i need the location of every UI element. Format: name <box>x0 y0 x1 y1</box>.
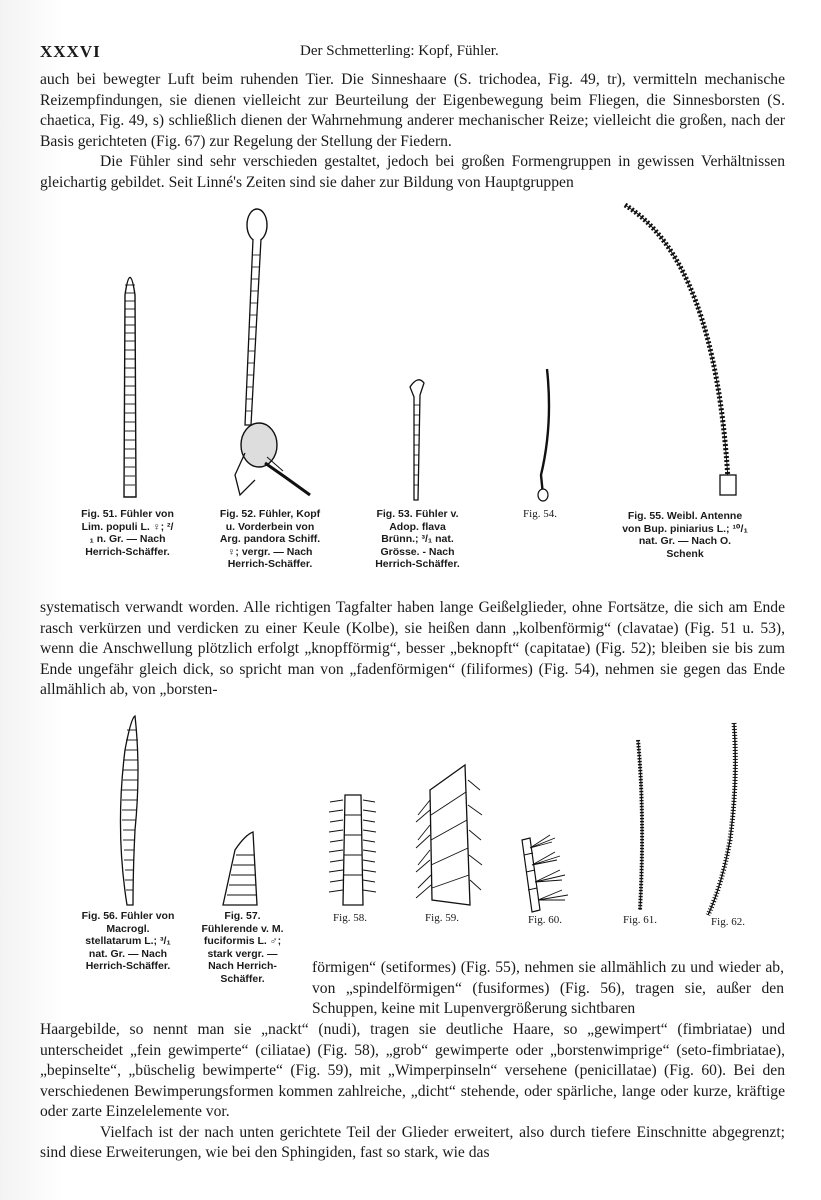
caption-fig-51: Fig. 51. Fühler von Lim. populi L. ♀; ²/₁ n. Gr. — Nach Herrich-Schäffer. <box>81 508 174 558</box>
caption-fig-58: Fig. 58. <box>333 912 367 924</box>
figure-53-antenna <box>400 375 440 505</box>
caption-fig-61: Fig. 61. <box>623 914 657 926</box>
running-title: Der Schmetterling: Kopf, Fühler. <box>300 43 499 59</box>
paragraph-tagfalter: systematisch verwandt worden. Alle richtigen Tagfalter haben lange Geißelglieder, ohne Fortsätze, die sich am Ende rasch verkürzen und verdicken zu einer Keule (Kolbe), sie heißen dann „kolbenförmig“ (clavatae) (Fig. 51 u. 53), wenn die Anschwellung plötzlich erfolgt „knopfförmig“, besser „beknopft“ (capitatae) (Fig. 52); bleiben sie bis zum Ende ungefähr gleich dick, so spricht man von „fadenförmigen“ (filiformes) (Fig. 54), nehmen sie gegen das Ende allmählich ab, von „borsten- <box>40 599 785 698</box>
figure-55-antenna <box>620 200 750 500</box>
paragraph-fuehler-intro: Die Fühler sind sehr verschieden gestaltet, jedoch bei großen Formengruppen in gewissen Verhältnissen gleichartig gebildet. Seit Linné's Zeiten sind sie daher zur Bildung von Hauptgruppen <box>40 153 785 191</box>
figure-57-antenna-tip <box>215 830 265 910</box>
text-block-top <box>40 70 785 193</box>
text-block-bottom <box>40 1020 785 1164</box>
figure-52-antenna-head-leg <box>225 205 315 505</box>
figure-62-antenna <box>700 720 750 920</box>
caption-fig-60: Fig. 60. <box>528 914 562 926</box>
caption-fig-55: Fig. 55. Weibl. Antenne von Bup. piniarius L.; ¹⁰/₁ nat. Gr. — Nach O. Schenk <box>622 510 748 560</box>
caption-fig-62: Fig. 62. <box>711 916 745 928</box>
figure-58-antenna-segment <box>325 790 380 910</box>
caption-fig-54: Fig. 54. <box>523 508 557 520</box>
caption-fig-53: Fig. 53. Fühler v. Adop. flava Brünn.; ³/₁ nat. Grösse. - Nach Herrich-Schäffer. <box>375 508 460 570</box>
paragraph-sinneshaare: auch bei bewegter Luft beim ruhenden Tier. Die Sinneshaare (S. trichodea, Fig. 49, tr), vermitteln mechanische Reizempfindungen, sie dienen vielleicht zur Beurteilung der Eigenbewegung beim Fliegen, die Sinnesborsten (S. chaetica, Fig. 49, s) schließlich dienen der Wahrnehmung anderer mechanischer Reize; vielleicht die großen, nach der Basis gerichteten (Fig. 67) zur Regelung der Stellung der Fiedern. <box>40 71 785 150</box>
text-block-middle <box>40 598 785 701</box>
paragraph-glieder: Vielfach ist der nach unten gerichtete Teil der Glieder erweitert, also durch tiefere Einschnitte abgegrenzt; sind diese Erweiterungen, wie bei den Sphingiden, fast so stark, wie das <box>40 1123 785 1161</box>
figure-51-antenna <box>110 255 150 505</box>
paragraph-bewimperung: Haargebilde, so nennt man sie „nackt“ (nudi), tragen sie deutliche Haare, so „gewimpert“ (fimbriatae) und unterscheidet „fein gewimperte“ (ciliatae) (Fig. 58), „grob“ gewimperte oder „borstenwimprige“ (seto-fimbriatae), „bepinselte“, „büschelig bewimperte“ (Fig. 59), mit „Wimperpinseln“ versehene (penicillatae) (Fig. 60). Bei den verschiedenen Bewimperungsformen kommen zahlreiche, „dicht“ stehende, oder spärliche, lange oder kurze, kräftige oder zarte Einzelelemente vor. <box>40 1021 785 1120</box>
figure-60-antenna-segment <box>510 820 580 915</box>
figure-59-antenna-segment <box>410 760 485 910</box>
caption-fig-56: Fig. 56. Fühler von Macrogl. stellatarum L.; ³/₁ nat. Gr. — Nach Herrich-Schäffer. <box>81 910 175 972</box>
figure-56-antenna <box>105 710 155 910</box>
figure-61-antenna <box>620 735 660 915</box>
caption-fig-52: Fig. 52. Fühler, Kopf u. Vorderbein von Arg. pandora Schiff. ♀; vergr. — Nach Herrich-Schäffer. <box>219 508 321 570</box>
caption-fig-57: Fig. 57. Fühlerende v. M. fuciformis L. ♂; stark vergr. — Nach Herrich-Schäffer. <box>201 910 284 985</box>
page-number: XXXVI <box>40 42 101 61</box>
paragraph-setiformes-start: förmigen“ (setiformes) (Fig. 55), nehmen sie allmählich zu und wieder ab, von „spindelförmigen“ (fusiformes) (Fig. 56), tragen sie, außer den Schuppen, keine mit Lupenvergrößerung sichtbaren <box>312 959 784 1017</box>
figure-54-antenna <box>525 365 565 505</box>
caption-fig-59: Fig. 59. <box>425 912 459 924</box>
